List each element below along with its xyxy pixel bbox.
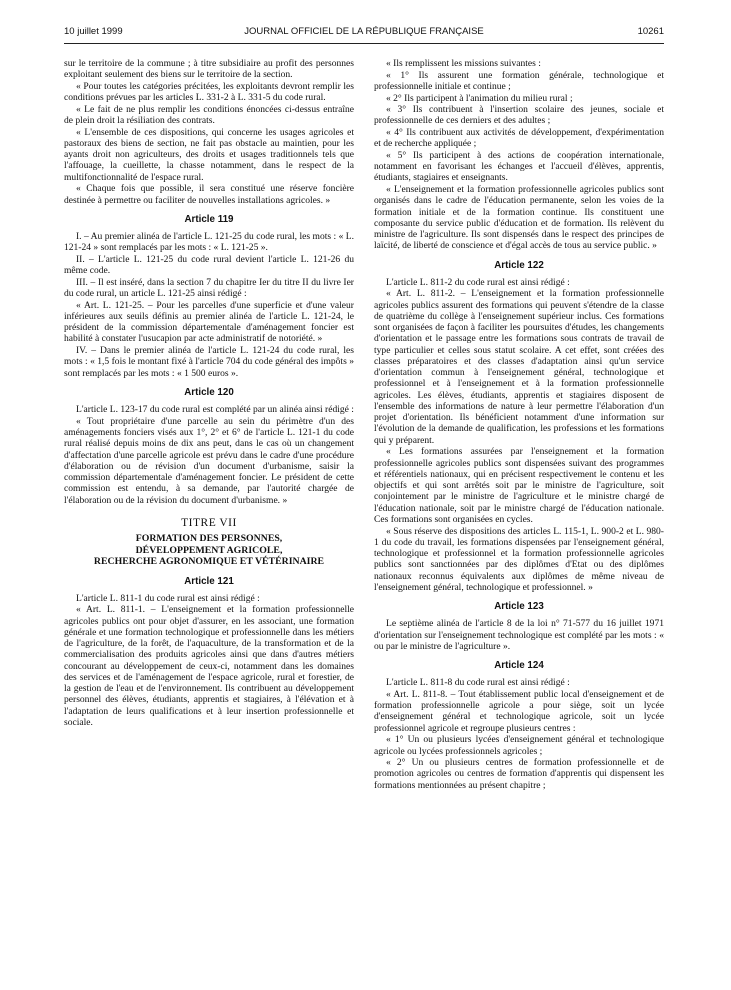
paragraph: « Art. L. 811-8. – Tout établissement public local d'enseignement et de formation professionnelle agricole a pour siège, soit un lycée d'enseignement général et technologique agricole, soit un lycée professionnel agricole et regroupe plusieurs centres : [374,688,664,734]
paragraph: « 3° Ils contribuent à l'insertion scolaire des jeunes, sociale et professionnelle de ces derniers et des adultes ; [374,104,664,127]
subtitle-line: FORMATION DES PERSONNES, [135,533,283,545]
paragraph: « Pour toutes les catégories précitées, les exploitants devront remplir les conditions prévues par les articles L. 331-2 à L. 331-5 du code rural. [64,80,354,104]
paragraph: L'article L. 123-17 du code rural est complété par un alinéa ainsi rédigé : [76,404,354,416]
article-heading: Article 124 [494,660,544,672]
paragraph: II. – L'article L. 121-25 du code rural devient l'article L. 121-26 du même code. [64,253,354,277]
page-number: 10261 [637,26,664,37]
paragraph: « 5° Ils participent à des actions de coopération internationale, notamment en favorisant les échanges et l'accueil d'élèves, apprentis, étudiants, stagiaires et enseignants. [374,149,664,184]
paragraph: « 1° Un ou plusieurs lycées d'enseignement général et technologique agricole ou lycées professionnels agricoles ; [374,734,664,757]
issue-date: 10 juillet 1999 [64,26,123,37]
paragraph: sur le territoire de la commune ; à titre subsidiaire au profit des personnes exploitant seulement des biens sur le territoire de la section. [64,58,354,81]
section-subtitle [64,533,354,568]
article-heading: Article 122 [494,259,544,271]
page-header [64,26,664,40]
paragraph: L'article L. 811-2 du code rural est ainsi rédigé : [386,276,570,288]
paragraph: « 4° Ils contribuent aux activités de développement, d'expérimentation et de recherche appliquée ; [374,127,664,150]
article-heading: Article 119 [184,213,234,225]
right-column [374,58,664,791]
paragraph: « Sous réserve des dispositions des articles L. 115-1, L. 900-2 et L. 980-1 du code du travail, les formations dispensées par l'enseignement général, technologique et professionnel et la formation professionnelle agricoles publics sont sanctionnées par des diplômes d'Etat ou des diplômes nationaux reconnus équivalents aux diplômes de même niveau de l'enseignement général, technologique et professionnel. » [374,525,664,593]
paragraph: IV. – Dans le premier alinéa de l'article L. 121-24 du code rural, les mots : « 1,5 fois le montant fixé à l'article 704 du code général des impôts » sont remplacés par les mots : « 1 500 euros ». [64,345,354,379]
header-rule [64,43,664,44]
paragraph: L'article L. 811-8 du code rural est ainsi rédigé : [386,677,570,689]
paragraph: « 2° Un ou plusieurs centres de formation professionnelle et de promotion agricoles ou centres de formation d'apprentis qui dispensent les formations mentionnées au présent chapitre ; [374,757,664,791]
paragraph: « Les formations assurées par l'enseignement et la formation professionnelle agricoles publics sont dispensées suivant des programmes et référentiels nationaux, qui en précisent respectivement le contenu et les objectifs et qui sont arrêtés soit par le ministre de l'agriculture, soit conjointement par le ministre de l'agriculture et le ministre chargé de l'éducation nationale, soit par le ministre chargé de l'éducation nationale. Ces formations sont organisées en cycles. [374,446,664,525]
journal-title: JOURNAL OFFICIEL DE LA RÉPUBLIQUE FRANÇAISE [244,26,484,37]
paragraph: « L'ensemble de ces dispositions, qui concerne les usages agricoles et pastoraux des biens de section, ne fait pas obstacle au maintien, pour les ayants droit non agriculteurs, des droits et usages traditionnels tels que l'affouage, la cueillette, la chasse notamment, dans le respect de la multifonctionnalité de l'espace rural. [64,126,354,183]
paragraph: « Chaque fois que possible, il sera constitué une réserve foncière destinée à permettre ou faciliter de nouvelles installations agricoles. » [64,183,354,206]
title-heading: TITRE VII [181,516,237,529]
article-heading: Article 121 [184,575,234,587]
paragraph: « Art. L. 121-25. – Pour les parcelles d'une superficie et d'une valeur inférieures aux seuils définis au premier alinéa de l'article L. 121-24, le président de la commission départementale d'aménagement foncier est habilité à constater l'usucapion par acte administratif de notoriété. » [64,299,354,345]
paragraph: L'article L. 811-1 du code rural est ainsi rédigé : [76,592,260,604]
paragraph: « 1° Ils assurent une formation générale, technologique et professionnelle initiale et continue ; [374,69,664,92]
paragraph: « 2° Ils participent à l'animation du milieu rural ; [386,92,573,104]
article-heading: Article 123 [494,601,544,613]
subtitle-line: DÉVELOPPEMENT AGRICOLE, [135,544,283,556]
left-column [64,58,354,729]
paragraph: « Tout propriétaire d'une parcelle au sein du périmètre d'un des aménagements fonciers visés aux 1°, 2° et 6° de l'article L. 121-1 du code rural réalisé depuis moins de dix ans peut, dans le cas où un changement d'affectation d'une parcelle agricole est prévu dans le cadre d'une procédure d'élaboration ou de révision d'un document d'urbanisme, saisir la commission départementale d'aménagement foncier. Le président de cette commission est entendu, à sa demande, par l'autorité chargée de l'élaboration ou de la révision du document d'urbanisme. » [64,415,354,506]
paragraph: « Art. L. 811-2. – L'enseignement et la formation professionnelle agricoles publics assurent des formations qui peuvent s'étendre de la classe de quatrième du collège à l'enseignement supérieur inclus. Ces formations sont organisées de façon à faciliter les poursuites d'études, les changements d'orientation et le passage entre les formations sous contrats de travail de type particulier et celles sous statut scolaire. A cet effet, sont créées des classes préparatoires et des classes d'adaptation ainsi qu'un service d'orientation commun à l'enseignement général, technologique et professionnel et à l'enseignement et à la formation professionnelle agricoles. Les élèves, étudiants, apprentis et stagiaires disposent de l'ensemble des informations de nature à leur permettre l'élaboration d'un projet d'orientation. Ils bénéficient notamment d'une information sur l'évolution de la demande de qualification, les professions et les formations qui y préparent. [374,288,664,446]
subtitle-line: RECHERCHE AGRONOMIQUE ET VÉTÉRINAIRE [93,556,325,568]
paragraph: « Le fait de ne plus remplir les conditions énoncées ci-dessus entraîne de plein droit la résiliation des contrats. [64,103,354,127]
article-heading: Article 120 [184,386,234,398]
paragraph: I. – Au premier alinéa de l'article L. 121-25 du code rural, les mots : « L. 121-24 » sont remplacés par les mots : « L. 121-25 ». [64,231,354,254]
paragraph: « L'enseignement et la formation professionnelle agricoles publics sont organisés dans le cadre de l'éducation permanente, selon les voies de la formation initiale et de la formation continue. Ils constituent une composante du service public d'éducation et de formation. Ils relèvent du ministre de l'agriculture. Ils sont dispensés dans le respect des principes de laïcité, de liberté de conscience et d'égal accès de tous au service public. » [374,184,664,252]
paragraph: III. – Il est inséré, dans la section 7 du chapitre Ier du titre II du livre Ier du code rural, un article L. 121-25 ainsi rédigé : [64,276,354,300]
paragraph: Le septième alinéa de l'article 8 de la loi n° 71-577 du 16 juillet 1971 d'orientation sur l'enseignement technologique est complété par les mots : « ou par le ministre de l'agriculture ». [374,618,664,652]
paragraph: « Art. L. 811-1. – L'enseignement et la formation professionnelle agricoles publics ont pour objet d'assurer, en les associant, une formation générale et une formation technologique et professionnelle dans les métiers de l'agriculture, de la forêt, de l'aquaculture, de la transformation et de la commercialisation des produits agricoles ainsi que dans d'autres métiers concourant au développement de ceux-ci, notamment dans les domaines des services et de l'aménagement de l'espace agricole, rural et forestier, de la gestion de l'eau et de l'environnement. Ils contribuent au développement personnel des élèves, étudiants, apprentis et stagiaires, à l'élévation et à l'adaptation de leurs qualifications et à leur insertion professionnelle et sociale. [64,604,354,728]
paragraph: « Ils remplissent les missions suivantes : [386,58,541,69]
